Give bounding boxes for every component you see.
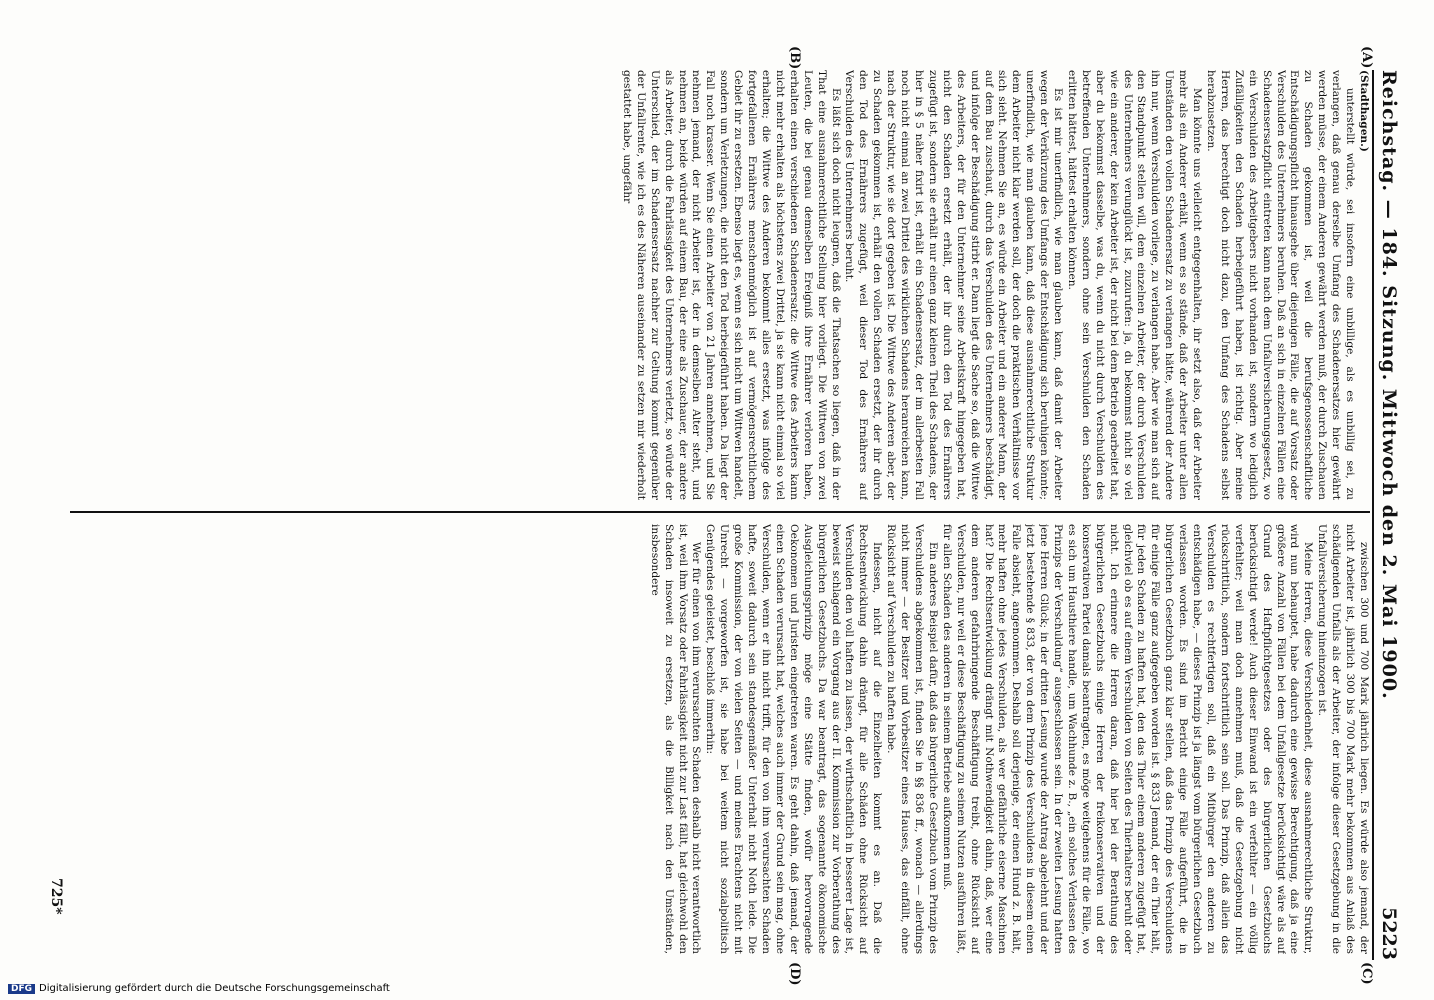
paragraph: Man könnte uns vielleicht entgegenhalten, ihr setzt also, daß der Arbeiter mehr als ein Anderer erhält, wenn es so stände, daß der Arbeiter unter allen Umständen den vollen Schadenersatz zu verlangen hätte, während der Andere ihn nur, wenn Verschulden vorliege, zu verlangen habe. Aber wie man sich auf den Standpunkt stellen will, dem einzelnen Arbeiter, der durch Verschulden des Unternehmers verunglückt ist, zuzurufen: ja, du bekommst nicht so viel wie ein anderer, der kein Arbeiter ist, der nicht bei dem Betrieb gearbeitet hat, aber du bekommst dasselbe, was du, wenn du nicht durch Verschulden des betreffenden Unternehmers, sondern ohne sein Verschulden den Schaden erlitten hättest, hättest erhalten können. [1065, 70, 1204, 500]
paragraph: zwischen 300 und 700 Mark jährlich liegen. Es würde also jemand, der nicht Arbeiter ist, jährlich 300 bis 700 Mark mehr bekommen aus Anlaß des schädigenden Unfalls als der Arbeiter, der infolge dieser Gesetzgebung in die Unfallversicherung hineinzogen ist. [1316, 524, 1370, 954]
margin-marker-a: (A) [1359, 46, 1374, 69]
paragraph: Wer für einen von ihm verursachten Schaden deshalb nicht verantwortlich ist, weil ihm Vorsatz oder Fahrlässigkeit nicht zur Last fällt, hat gleichwohl den Schaden insoweit zu ersetzen, als die Billigkeit nach den Umständen, insbesondere [648, 524, 703, 954]
right-column [70, 524, 1370, 954]
paragraph: Ein anderes Beispiel dafür, daß das bürgerliche Gesetzbuch vom Prinzip des Verschuldens abgekommen ist, finden Sie in §§ 836 ff., wonach — allerdings nicht immer — der Besitzer und Vorbesitzer eines Hauses, das einfällt, ohne Rücksicht auf Verschulden zu haften habe. [885, 524, 939, 954]
paragraph: Indessen, nicht auf die Einzelheiten kommt es an. Daß die Rechtsentwicklung dahin drängt, für alle Schäden ohne Rücksicht auf Verschulden den voll haften zu lassen, der wirthschaftlich in besserer Lage ist, beweist schlagend ein Vorgang aus der II. Kommission zur Vorberathung des bürgerlichen Gesetzbuchs. Da war beantragt, das sogenannte ökonomische Ausgleichungsprinzip möge eine Stätte finden, wofür hervorragende Oekonomen und Juristen eingetreten waren. Es geht dahin, daß jemand, der einen Schaden verursacht hat, welches auch immer der Grund sein mag, ohne Verschulden, wenn er ihn nicht trifft, für den von ihm verursachten Schaden hafte, soweit dadurch sein standesgemäßer Unterhalt nicht Noth leide. Die große Kommission, der von vielen Seiten — und meines Erachtens nicht mit Unrecht — vorgeworfen ist, sie habe bei weitem nicht sozialpolitisch Genügendes geleistet, beschloß immerhin: [704, 524, 884, 954]
margin-marker-b: (B) [787, 46, 802, 70]
dfg-logo-icon: DFG [8, 984, 35, 994]
speaker-name: (Stadthagen.) [1358, 70, 1370, 152]
margin-marker-c: (C) [1359, 962, 1374, 985]
paragraph: Es läßt sich doch nicht leugnen, daß die Thatsachen so liegen, daß in der That eine ausnahmerechtliche Stellung hier vorliegt. Die Wittwen von zwei Leuten, die bei genau demselben Ereigniß ihre Ernährer verloren haben, erhalten einen verschiedenen Schadenersatz: die Wittwe des Arbeiters kann nicht mehr erhalten als höchstens zwei Drittel, ja sie kann nicht einmal so viel erhalten; die Wittwe des Anderen bekommt alles ersetzt, was infolge des fortgefallenen Ernährers menschenmöglich ist auf vermögensrechtlichem Gebiet ihr zu ersetzen. Ebenso liegt es, wenn es sich nicht um Wittwen handelt, sondern um Verletzungen, die nicht den Tod herbeigeführt haben. Da liegt der Fall noch krasser. Wenn Sie einen Arbeiter von 21 Jahren annehmen, und Sie nehmen jemand, der nicht Arbeiter ist, der in demselben Alter steht, und nehmen an, beide würden auf einem Bau, der eine als Zuschauer, der andere als Arbeiter, durch die Fahrlässigkeit des Unternehmers verletzt, so würde der Unterschied, der im Schadensersatz nachher zur Geltung kommt gegenüber der Unfallrente, wie ich es des Näheren auseinander zu setzen mir wiederholt gestattet habe, ungefähr [620, 70, 842, 500]
page-number: 5223 [1378, 907, 1400, 960]
paragraph: Es ist mir unerfindlich, wie man glauben kann, daß damit der Arbeiter wegen der Verkürzung des Umfangs der Entschädigung sich beruhigen könnte; unerfindlich, wie man glauben kann, daß diese ausnahmerechtliche Struktur dem Arbeiter nicht klar werden soll, der doch die praktischen Verhältnisse vor sich sieht. Nehmen Sie an, es würde ein Arbeiter und ein anderer Mann, der auf dem Bau zuschaut, durch das Verschulden des Unternehmers beschädigt, und infolge der Beschädigung stirbt er. Dann liegt die Sache so, daß die Wittwe des Arbeiters, der für den Unternehmer seine Arbeitskraft hingegeben hat, nicht den Schaden ersetzt erhält, der ihr durch den Tod des Ernährers zugefügt ist, sondern sie erhält nur einen ganz kleinen Theil des Schadens, der hier in § 5 näher fixirt ist, erhält ein Schadensersatz, der im allerbesten Fall noch nicht einmal an zwei Drittel des wirklichen Schadens heranreichen kann, nach der Struktur, wie sie dort gegeben ist. Die Wittwe des Anderen aber, der zu Schaden gekommen ist, erhält den vollen Schaden ersetzt, der ihr durch den Tod des Ernährers zugefügt, weil dieser Tod des Ernährers auf Verschulden des Unternehmers beruht. [843, 70, 1065, 500]
footer-text: Digitalisierung gefördert durch die Deutsche Forschungsgemeinschaft [39, 983, 390, 994]
left-column [70, 70, 1370, 500]
sheet-signature: 725* [48, 878, 64, 915]
digitization-footer [8, 983, 390, 994]
page-title: Reichstag. — 184. Sitzung. Mittwoch den 2. Mai 1900. [1378, 70, 1400, 700]
paragraph: unterstellt würde, sei insofern eine unbillige, als es unbillig sei, zu verlangen, daß genau derselbe Umfang des Schadenersatzes hier gewährt werden müsse, der einem Anderen gewährt werden muß, der durch Zuschauen zu Schaden gekommen ist, weil die berufsgenossenschaftliche Entschädigungspflicht hinausgehe über diejenigen Fälle, die auf Vorsatz oder Verschulden des Unternehmers beruhen. Daß an sich in einzelnen Fällen eine Schadensersatzpflicht eintreten kann nach dem Unfallversicherungsgesetz, wo ein Verschulden des Arbeitgebers nicht vorhanden ist, sondern wo lediglich Zufälligkeiten den Schaden herbeigeführt haben, ist richtig. Aber meine Herren, das berechtigt doch nicht dazu, den Umfang des Schadens selbst herabzusetzen. [1205, 70, 1357, 500]
paragraph: Meine Herren, diese Verschiedenheit, diese ausnahmerechtliche Struktur, wird nun behauptet, habe dadurch eine gewisse Berechtigung, daß ja eine größere Anzahl von Fällen bei dem Unfallgesetze berücksichtigt wäre als auf Grund des Haftpflichtgesetzes oder des bürgerlichen Gesetzbuchs berücksichtigt werde! Auch dieser Einwand ist ein verfehlter — ein völlig verfehlter; weil man doch annehmen muß, daß die Gesetzgebung nicht rückschrittlich, sondern fortschrittlich sein soll. Das Prinzip, daß allein das Verschulden es rechtfertigen soll, daß ein Mitbürger den anderen zu entschädigen habe, — dieses Prinzip ist ja längst vom bürgerlichen Gesetzbuch verlassen worden. Es sind im Bericht einige Fälle aufgeführt, die in bürgerlichen Gesetzbuch ganz klar stellen, daß das Prinzip des Verschuldens für einige Fälle ganz aufgegeben worden ist. § 833 Jemand, der ein Thier hält, für jeden Schaden zu haften hat, den das Thier einem anderen zugefügt hat, gleichviel ob es auf einem Verschulden von Seiten des Thierhalters beruht oder nicht. Ich erinnere die Herren daran, daß hier bei der Berathung des bürgerlichen Gesetzbuchs einige Herren der freikonservativen und der konservativen Partei damals beantragten, es möge weitgehens für die Fälle, wo es sich um Hausthiere handle, um Wachhunde z. B., „ein solches Verlassen des Prinzips der Verschuldung“ ausgeschlossen sein. In der zweiten Lesung hatten jene Herren Glück; in der dritten Lesung wurde der Antrag abgelehnt und der jetzt bestehende § 833, der von dem Prinzip des Verschuldens in diesem einen Falle absieht, angenommen. Deshalb soll derjenige, der einen Hund z. B. hält, mehr haften ohne jedes Verschulden, als wer gefährliche eiserne Maschinen hat? Die Rechtsentwicklung drängt mit Nothwendigkeit dahin, daß, wer eine dem anderen gefahrbringende Beschäftigung treibt, ohne Rücksicht auf Verschulden, nur weil er diese Beschäftigung zu seinem Nutzen ausführen läßt, für allen Schaden des anderen in seinem Betriebe aufkommen muß. [940, 524, 1315, 954]
page-header [1372, 70, 1412, 960]
margin-marker-d: (D) [787, 962, 802, 986]
column-divider [70, 511, 1370, 513]
